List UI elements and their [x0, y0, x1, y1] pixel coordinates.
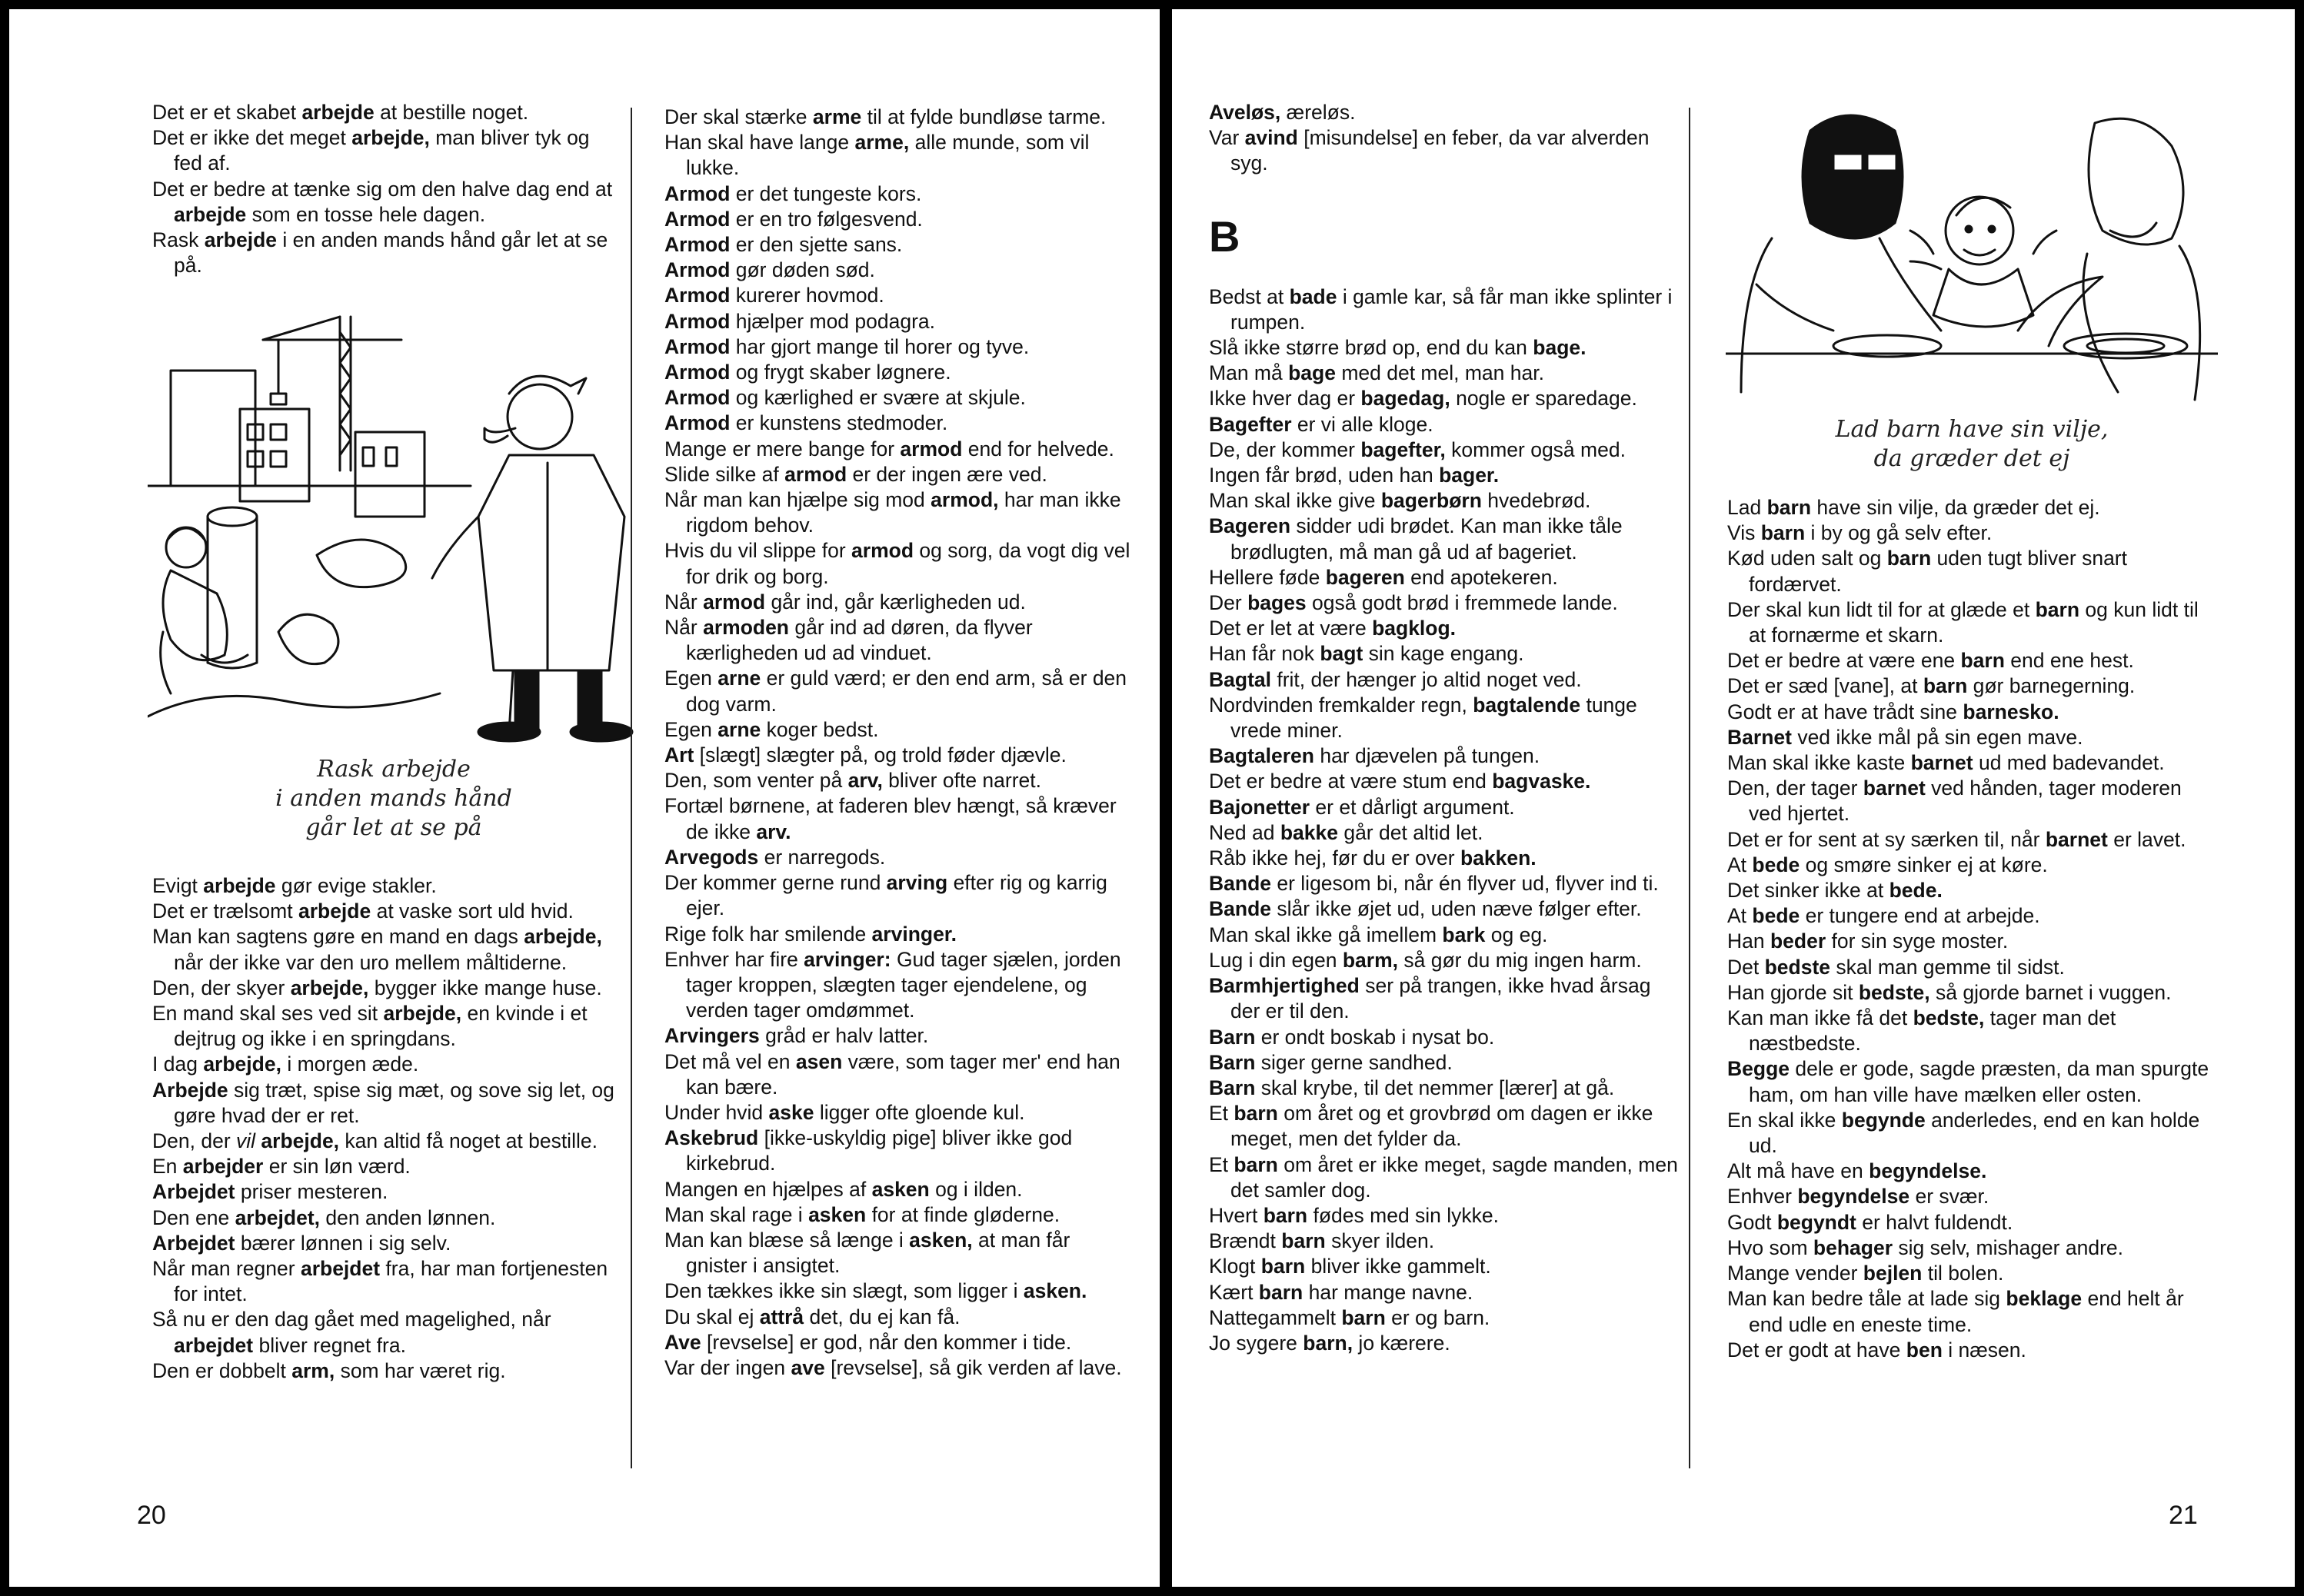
proverb-entry: Enhver har fire arvinger: Gud tager sjælen, jorden tager kroppen, slægten tager ejendelene, og verden tager omdømmet.	[664, 947, 1121, 1022]
proverb-entry: Hvert barn fødes med sin lykke.	[1209, 1203, 1500, 1227]
proverb-entry: Bagefter er vi alle kloge.	[1209, 412, 1433, 436]
family-dinner-illustration	[1726, 100, 2218, 407]
proverb-entry: Der skal stærke arme til at fylde bundløse tarme.	[664, 105, 1107, 128]
proverb-entry: Egen arne koger bedst.	[664, 717, 879, 741]
proverb-entry: Ingen får brød, uden han bager.	[1209, 464, 1500, 487]
proverb-entry: Armod kurerer hovmod.	[664, 284, 884, 308]
right-column-2	[1727, 495, 2219, 1363]
proverb-entry: Barnet ved ikke mål på sin egen mave.	[1727, 725, 2083, 749]
caption-line: Rask arbejde	[317, 756, 471, 783]
proverb-entry: Armod er det tungeste kors.	[664, 181, 922, 205]
proverb-entry: Jo sygere barn, jo kærere.	[1209, 1331, 1450, 1355]
proverb-entry: Armod er kunstens stedmoder.	[664, 411, 948, 435]
proverb-entry: Var avind [misundelse] en feber, da var alverden syg.	[1209, 126, 1650, 175]
proverb-entry: Lad barn have sin vilje, da græder det ej.	[1727, 496, 2100, 519]
proverb-entry: Slå ikke større brød op, end du kan bage.	[1209, 336, 1586, 360]
proverb-entry: Man skal rage i asken for at finde gløderne.	[664, 1202, 1060, 1226]
proverb-entry: Art [slægt] slægter på, og trold føder djævle.	[664, 743, 1067, 767]
proverb-entry: Man kan sagtens gøre en mand en dags arbejde, når der ikke var den uro mellem måltiderne.	[152, 925, 602, 974]
proverb-entry: Den tækkes ikke sin slægt, som ligger i asken.	[664, 1279, 1087, 1303]
proverb-entry: Når man kan hjælpe sig mod armod, har man ikke rigdom behov.	[664, 488, 1121, 537]
proverb-entry: Armod hjælper mod podagra.	[664, 309, 936, 333]
proverb-entry: Armod har gjort mange til horer og tyve.	[664, 334, 1030, 358]
section-letter-heading: B	[1209, 211, 1240, 261]
proverb-entry: Det er bedre at tænke sig om den halve dag end at arbejde som en tosse hele dagen.	[152, 177, 613, 226]
proverb-entry: Vis barn i by og gå selv efter.	[1727, 521, 1993, 545]
right-page	[1172, 9, 2295, 1587]
proverb-entry: Barn skal krybe, til det nemmer [lærer] at gå.	[1209, 1076, 1615, 1099]
proverb-entry: Råb ikke hej, før du er over bakken.	[1209, 846, 1537, 870]
proverb-entry: Et barn om året og et grovbrød om dagen er ikke meget, men det fylder da.	[1209, 1102, 1653, 1151]
proverb-entry: Han beder for sin syge moster.	[1727, 929, 2009, 953]
proverb-entry: Bande slår ikke øjet ud, uden næve følger efter.	[1209, 897, 1642, 921]
proverb-entry: Rige folk har smilende arvinger.	[664, 922, 957, 946]
proverb-entry: I dag arbejde, i morgen æde.	[152, 1052, 419, 1076]
proverb-entry: Godt begyndt er halvt fuldendt.	[1727, 1210, 2013, 1234]
proverb-entry: Brændt barn skyer ilden.	[1209, 1229, 1435, 1253]
proverb-entry: Der bages også godt brød i fremmede lande.	[1209, 591, 1618, 615]
proverb-entry: Barn siger gerne sandhed.	[1209, 1050, 1453, 1074]
proverb-entry: Arvegods er narregods.	[664, 845, 886, 869]
proverb-entry: Det er sæd [vane], at barn gør barnegerning.	[1727, 674, 2136, 698]
proverb-entry: Den ene arbejdet, den anden lønnen.	[152, 1205, 496, 1229]
proverb-entry: Så nu er den dag gået med magelighed, når arbejdet bliver regnet fra.	[152, 1308, 551, 1357]
construction-worker-illustration	[148, 301, 640, 747]
proverb-entry: Lug i din egen barm, så gør du mig ingen harm.	[1209, 948, 1642, 972]
proverb-entry: Bagtaleren har djævelen på tungen.	[1209, 744, 1540, 768]
proverb-entry: Var der ingen ave [revselse], så gik verden af lave.	[664, 1355, 1122, 1379]
proverb-entry: Arbejde sig træt, spise sig mæt, og sove sig let, og gøre hvad der er ret.	[152, 1078, 614, 1127]
proverb-entry: Armod og kærlighed er svære at skjule.	[664, 386, 1026, 410]
proverb-entry: Bagtal frit, der hænger jo altid noget ved.	[1209, 667, 1582, 691]
left-column-2	[664, 105, 1135, 1381]
right-column-1-entries	[1209, 284, 1683, 1357]
proverb-entry: Han får nok bagt sin kage engang.	[1209, 642, 1524, 666]
proverb-entry: Det må vel en asen være, som tager mer' end han kan bære.	[664, 1049, 1120, 1099]
proverb-entry: En mand skal ses ved sit arbejde, en kvinde i et dejtrug og ikke i en springdans.	[152, 1002, 588, 1051]
proverb-entry: Bageren sidder udi brødet. Kan man ikke tåle brødlugten, må man gå ud af bageriet.	[1209, 514, 1623, 564]
proverb-entry: Mangen en hjælpes af asken og i ilden.	[664, 1177, 1023, 1201]
page-number-left: 20	[137, 1501, 166, 1530]
proverb-entry: En arbejder er sin løn værd.	[152, 1155, 411, 1179]
proverb-entry: Ned ad bakke går det altid let.	[1209, 820, 1483, 844]
proverb-entry: Armod er en tro følgesvend.	[664, 207, 923, 231]
proverb-entry: Hvis du vil slippe for armod og sorg, da vogt dig vel for drik og borg.	[664, 539, 1130, 588]
proverb-entry: Enhver begyndelse er svær.	[1727, 1185, 1989, 1209]
left-page	[9, 9, 1160, 1587]
proverb-entry: Man kan bedre tåle at lade sig beklage end helt år end udle en eneste time.	[1727, 1287, 2184, 1336]
proverb-entry: Han gjorde sit bedste, så gjorde barnet i vuggen.	[1727, 980, 2172, 1004]
proverb-entry: At bede og smøre sinker ej at køre.	[1727, 853, 2048, 876]
proverb-entry: Man skal ikke give bagerbørn hvedebrød.	[1209, 489, 1591, 513]
proverb-entry: Nattegammelt barn er og barn.	[1209, 1305, 1490, 1329]
proverb-entry: Kært barn har mange navne.	[1209, 1280, 1473, 1304]
proverb-entry: Den, der vil arbejde, kan altid få noget at bestille.	[152, 1129, 598, 1153]
proverb-entry: Ave [revselse] er god, når den kommer i tide.	[664, 1330, 1072, 1354]
proverb-entry: Et barn om året er ikke meget, sagde manden, men det samler dog.	[1209, 1152, 1678, 1202]
proverb-entry: De, der kommer bagefter, kommer også med.	[1209, 437, 1626, 461]
proverb-entry: Fortæl børnene, at faderen blev hængt, så kræver de ikke arv.	[664, 794, 1117, 843]
column-divider	[1689, 108, 1690, 1468]
proverb-entry: At bede er tungere end at arbejde.	[1727, 904, 2040, 928]
proverb-entry: Den, som venter på arv, bliver ofte narret.	[664, 769, 1042, 793]
proverb-entry: Det bedste skal man gemme til sidst.	[1727, 955, 2065, 979]
proverb-entry: Når man regner arbejdet fra, har man fortjenesten for intet.	[152, 1257, 608, 1306]
proverb-entry: Askebrud [ikke-uskyldig pige] bliver ikke god kirkebrud.	[664, 1126, 1073, 1175]
right-column-1-intro	[1209, 100, 1683, 177]
proverb-entry: Armod er den sjette sans.	[664, 233, 903, 257]
proverb-entry: Man må bage med det mel, man har.	[1209, 361, 1544, 385]
proverb-entry: Egen arne er guld værd; er den end arm, så er den dog varm.	[664, 667, 1127, 716]
page-number-right: 21	[2169, 1501, 2198, 1530]
proverb-entry: Hellere føde bageren end apotekeren.	[1209, 565, 1558, 589]
proverb-entry: Nordvinden fremkalder regn, bagtalende tunge vrede miner.	[1209, 693, 1637, 743]
proverb-entry: Aveløs, æreløs.	[1209, 101, 1356, 124]
proverb-entry: Det er let at være bagklog.	[1209, 617, 1457, 640]
proverb-entry: Begge dele er gode, sagde præsten, da man spurgte ham, om han ville have mælken eller osten.	[1727, 1057, 2209, 1106]
right-column-1	[1209, 100, 1683, 1356]
column-divider	[631, 108, 632, 1468]
proverb-entry: Rask arbejde i en anden mands hånd går let at se på.	[152, 228, 608, 278]
illustration-caption	[1726, 415, 2218, 474]
left-column-1-top	[152, 100, 623, 278]
caption-line: Lad barn have sin vilje,	[1835, 416, 2109, 443]
proverb-entry: Barmhjertighed ser på trangen, ikke hvad årsag der er til den.	[1209, 974, 1651, 1023]
left-column-1-bottom	[152, 873, 623, 1384]
proverb-entry: Kan man ikke få det bedste, tager man det næstbedste.	[1727, 1006, 2116, 1056]
proverb-entry: Bajonetter er et dårligt argument.	[1209, 795, 1515, 819]
proverb-entry: Barn er ondt boskab i nysat bo.	[1209, 1025, 1495, 1049]
proverb-entry: Ikke hver dag er bagedag, nogle er sparedage.	[1209, 387, 1637, 411]
proverb-entry: Evigt arbejde gør evige stakler.	[152, 874, 437, 897]
proverb-entry: Han skal have lange arme, alle munde, som vil lukke.	[664, 131, 1090, 180]
proverb-entry: Bande er ligesom bi, når én flyver ud, flyver ind ti.	[1209, 872, 1659, 896]
proverb-entry: Slide silke af armod er der ingen ære ved.	[664, 462, 1047, 486]
proverb-entry: Den er dobbelt arm, som har været rig.	[152, 1358, 506, 1382]
proverb-entry: Når armod går ind, går kærligheden ud.	[664, 590, 1026, 613]
proverb-entry: Kød uden salt og barn uden tugt bliver snart fordærvet.	[1727, 547, 2127, 596]
proverb-entry: Der kommer gerne rund arving efter rig og karrig ejer.	[664, 871, 1107, 920]
proverb-entry: Under hvid aske ligger ofte gloende kul.	[664, 1100, 1025, 1124]
proverb-entry: Arbejdet bærer lønnen i sig selv.	[152, 1231, 451, 1255]
caption-line: i anden mands hånd	[275, 785, 512, 812]
illustration-caption	[232, 755, 555, 843]
proverb-entry: Hvo som behager sig selv, mishager andre.	[1727, 1235, 2123, 1259]
proverb-entry: Du skal ej attrå det, du ej kan få.	[664, 1305, 961, 1328]
proverb-entry: Arbejdet priser mesteren.	[152, 1180, 388, 1204]
proverb-entry: Alt må have en begyndelse.	[1727, 1159, 1987, 1183]
proverb-entry: Det er et skabet arbejde at bestille noget.	[152, 101, 529, 124]
proverb-entry: Det er trælsomt arbejde at vaske sort uld hvid.	[152, 899, 574, 923]
proverb-entry: Klogt barn bliver ikke gammelt.	[1209, 1255, 1491, 1278]
caption-line: går let at se på	[305, 814, 482, 841]
proverb-entry: Man kan blæse så længe i asken, at man får gnister i ansigtet.	[664, 1228, 1070, 1278]
proverb-entry: Armod gør døden sød.	[664, 258, 875, 282]
proverb-entry: Arvingers gråd er halv latter.	[664, 1024, 929, 1048]
proverb-entry: Den, der tager barnet ved hånden, tager moderen ved hjertet.	[1727, 776, 2182, 826]
proverb-entry: Det er bedre at være stum end bagvaske.	[1209, 770, 1591, 793]
proverb-entry: Det er bedre at være ene barn end ene hest.	[1727, 649, 2134, 673]
proverb-entry: Man skal ikke kaste barnet ud med badevandet.	[1727, 751, 2165, 775]
proverb-entry: Det er for sent at sy særken til, når barnet er lavet.	[1727, 827, 2186, 851]
caption-line: da græder det ej	[1873, 445, 2070, 472]
proverb-entry: Armod og frygt skaber løgnere.	[664, 361, 951, 384]
proverb-entry: Mange vender bejlen til bolen.	[1727, 1262, 2004, 1285]
proverb-entry: Man skal ikke gå imellem bark og eg.	[1209, 923, 1548, 946]
proverb-entry: Det er ikke det meget arbejde, man bliver tyk og fed af.	[152, 126, 590, 175]
proverb-entry: Det er godt at have ben i næsen.	[1727, 1338, 2026, 1362]
proverb-entry: En skal ikke begynde anderledes, end en kan holde ud.	[1727, 1108, 2200, 1158]
proverb-entry: Det sinker ikke at bede.	[1727, 879, 1943, 903]
proverb-entry: Bedst at bade i gamle kar, så får man ikke splinter i rumpen.	[1209, 284, 1673, 334]
proverb-entry: Mange er mere bange for armod end for helvede.	[664, 437, 1114, 461]
proverb-entry: Når armoden går ind ad døren, da flyver kærligheden ud ad vinduet.	[664, 616, 1033, 665]
proverb-entry: Godt er at have trådt sine barnesko.	[1727, 700, 2059, 723]
proverb-entry: Den, der skyer arbejde, bygger ikke mange huse.	[152, 976, 602, 999]
proverb-entry: Der skal kun lidt til for at glæde et barn og kun lidt til at fornærme et skarn.	[1727, 597, 2199, 647]
